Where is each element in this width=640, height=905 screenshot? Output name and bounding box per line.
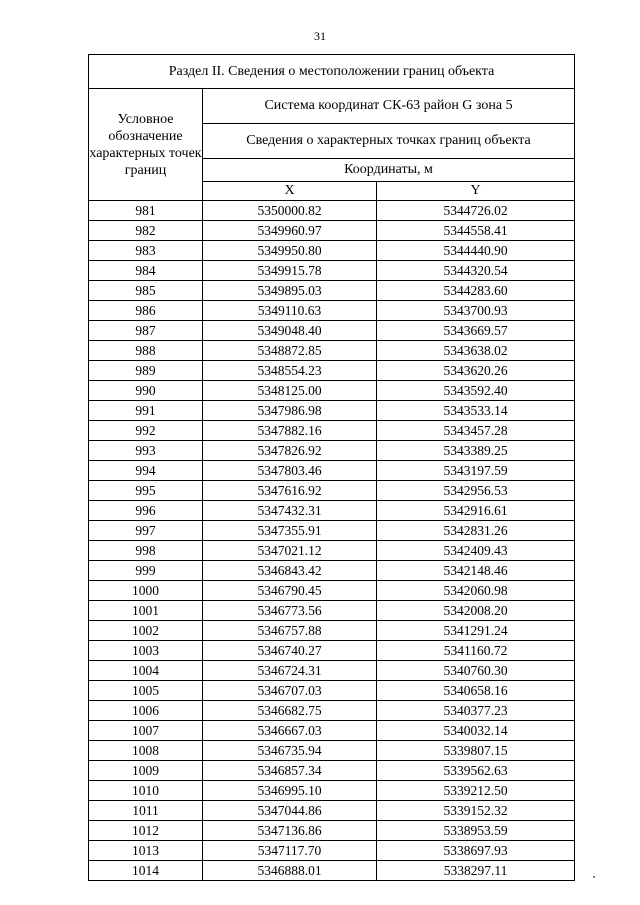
y-coordinate-cell: 5340377.23 [377,701,575,721]
point-id-cell: 981 [89,201,203,221]
y-coordinate-cell: 5343700.93 [377,301,575,321]
y-coordinate-cell: 5338297.11 [377,861,575,881]
table-row [89,221,575,241]
point-id-cell: 987 [89,321,203,341]
table-row [89,861,575,881]
y-coordinate-cell: 5344558.41 [377,221,575,241]
x-coordinate-cell: 5347882.16 [203,421,377,441]
section-title: Раздел II. Сведения о местоположении границ объекта [89,55,575,89]
table-row [89,821,575,841]
table-row [89,781,575,801]
x-coordinate-cell: 5346667.03 [203,721,377,741]
y-coordinate-cell: 5344283.60 [377,281,575,301]
x-coordinate-cell: 5349915.78 [203,261,377,281]
table-row [89,461,575,481]
table-row [89,441,575,461]
point-id-cell: 1002 [89,621,203,641]
point-id-cell: 1008 [89,741,203,761]
point-id-cell: 984 [89,261,203,281]
x-coordinate-cell: 5347136.86 [203,821,377,841]
x-coordinate-cell: 5349950.80 [203,241,377,261]
table-row [89,501,575,521]
point-id-cell: 1005 [89,681,203,701]
x-coordinate-cell: 5348554.23 [203,361,377,381]
point-id-cell: 1006 [89,701,203,721]
table-row [89,721,575,741]
table-row [89,641,575,661]
y-coordinate-cell: 5338697.93 [377,841,575,861]
table-row [89,241,575,261]
point-id-cell: 1013 [89,841,203,861]
points-info: Сведения о характерных точках границ объекта [203,124,575,159]
table-row [89,321,575,341]
x-coordinate-cell: 5347355.91 [203,521,377,541]
section-title-row [89,55,575,89]
y-coordinate-cell: 5343533.14 [377,401,575,421]
y-coordinate-cell: 5341291.24 [377,621,575,641]
point-id-cell: 999 [89,561,203,581]
y-coordinate-cell: 5343620.26 [377,361,575,381]
x-coordinate-cell: 5346724.31 [203,661,377,681]
table-row [89,621,575,641]
y-coordinate-cell: 5342148.46 [377,561,575,581]
y-coordinate-cell: 5344440.90 [377,241,575,261]
x-coordinate-cell: 5349960.97 [203,221,377,241]
table-row [89,401,575,421]
point-label-header: Условное обозначение характерных точек границ [89,89,203,201]
page-number: 31 [314,29,326,43]
y-coordinate-cell: 5340760.30 [377,661,575,681]
table-row [89,281,575,301]
table-body [89,55,575,881]
point-id-cell: 1010 [89,781,203,801]
table-row [89,261,575,281]
point-id-cell: 1007 [89,721,203,741]
x-coordinate-cell: 5347986.98 [203,401,377,421]
x-coordinate-cell: 5347117.70 [203,841,377,861]
table-row [89,581,575,601]
point-id-cell: 1000 [89,581,203,601]
coordinate-system: Система координат СК-63 район G зона 5 [203,89,575,124]
y-coordinate-cell: 5343389.25 [377,441,575,461]
y-coordinate-cell: 5339152.32 [377,801,575,821]
point-id-cell: 982 [89,221,203,241]
x-coordinate-cell: 5346757.88 [203,621,377,641]
x-coordinate-cell: 5348125.00 [203,381,377,401]
point-id-cell: 1009 [89,761,203,781]
coordinates-header: Координаты, м [203,159,575,182]
table-row [89,601,575,621]
y-coordinate-cell: 5339562.63 [377,761,575,781]
point-id-cell: 1003 [89,641,203,661]
table-row [89,381,575,401]
table-row [89,301,575,321]
table-row [89,481,575,501]
y-coordinate-cell: 5339807.15 [377,741,575,761]
point-id-cell: 986 [89,301,203,321]
x-coordinate-cell: 5350000.82 [203,201,377,221]
point-id-cell: 989 [89,361,203,381]
y-coordinate-cell: 5338953.59 [377,821,575,841]
y-coordinate-cell: 5343457.28 [377,421,575,441]
y-coordinate-cell: 5343669.57 [377,321,575,341]
y-coordinate-cell: 5339212.50 [377,781,575,801]
y-coordinate-cell: 5343197.59 [377,461,575,481]
y-coordinate-cell: 5344726.02 [377,201,575,221]
coordinate-system-row [89,89,575,124]
y-coordinate-cell: 5340658.16 [377,681,575,701]
x-coordinate-cell: 5346843.42 [203,561,377,581]
x-coordinate-cell: 5346740.27 [203,641,377,661]
point-id-cell: 1004 [89,661,203,681]
x-coordinate-cell: 5347616.92 [203,481,377,501]
margin-mark [593,876,595,878]
y-coordinate-cell: 5342008.20 [377,601,575,621]
x-coordinate-cell: 5349110.63 [203,301,377,321]
x-coordinate-cell: 5347826.92 [203,441,377,461]
table-row [89,521,575,541]
y-coordinate-cell: 5342956.53 [377,481,575,501]
point-id-cell: 1001 [89,601,203,621]
x-coordinate-cell: 5347021.12 [203,541,377,561]
boundary-points-table [88,54,575,881]
table-row [89,341,575,361]
point-id-cell: 998 [89,541,203,561]
x-coordinate-cell: 5348872.85 [203,341,377,361]
y-coordinate-cell: 5342060.98 [377,581,575,601]
y-coordinate-cell: 5343592.40 [377,381,575,401]
table-row [89,681,575,701]
x-coordinate-cell: 5346707.03 [203,681,377,701]
point-id-cell: 992 [89,421,203,441]
point-id-cell: 985 [89,281,203,301]
point-id-cell: 1012 [89,821,203,841]
table-row [89,661,575,681]
y-coordinate-cell: 5340032.14 [377,721,575,741]
table-row [89,841,575,861]
point-id-cell: 1014 [89,861,203,881]
point-id-cell: 993 [89,441,203,461]
y-coordinate-cell: 5342831.26 [377,521,575,541]
x-coordinate-cell: 5346682.75 [203,701,377,721]
x-coordinate-cell: 5349895.03 [203,281,377,301]
point-id-cell: 983 [89,241,203,261]
table-row [89,421,575,441]
table-row [89,801,575,821]
x-coordinate-cell: 5346773.56 [203,601,377,621]
x-coordinate-cell: 5346857.34 [203,761,377,781]
x-coordinate-cell: 5346735.94 [203,741,377,761]
table-row [89,741,575,761]
y-coordinate-cell: 5344320.54 [377,261,575,281]
table-row [89,361,575,381]
point-id-cell: 990 [89,381,203,401]
point-id-cell: 995 [89,481,203,501]
table-row [89,701,575,721]
y-coordinate-cell: 5342409.43 [377,541,575,561]
y-coordinate-cell: 5341160.72 [377,641,575,661]
y-header: Y [377,182,575,201]
table-row [89,561,575,581]
point-id-cell: 1011 [89,801,203,821]
table-row [89,541,575,561]
y-coordinate-cell: 5342916.61 [377,501,575,521]
point-id-cell: 988 [89,341,203,361]
x-coordinate-cell: 5346888.01 [203,861,377,881]
x-coordinate-cell: 5346790.45 [203,581,377,601]
point-id-cell: 997 [89,521,203,541]
y-coordinate-cell: 5343638.02 [377,341,575,361]
table-row [89,761,575,781]
point-id-cell: 996 [89,501,203,521]
table-row [89,201,575,221]
x-coordinate-cell: 5347803.46 [203,461,377,481]
x-coordinate-cell: 5349048.40 [203,321,377,341]
point-id-cell: 994 [89,461,203,481]
x-coordinate-cell: 5347044.86 [203,801,377,821]
point-id-cell: 991 [89,401,203,421]
x-coordinate-cell: 5346995.10 [203,781,377,801]
x-header: X [203,182,377,201]
x-coordinate-cell: 5347432.31 [203,501,377,521]
